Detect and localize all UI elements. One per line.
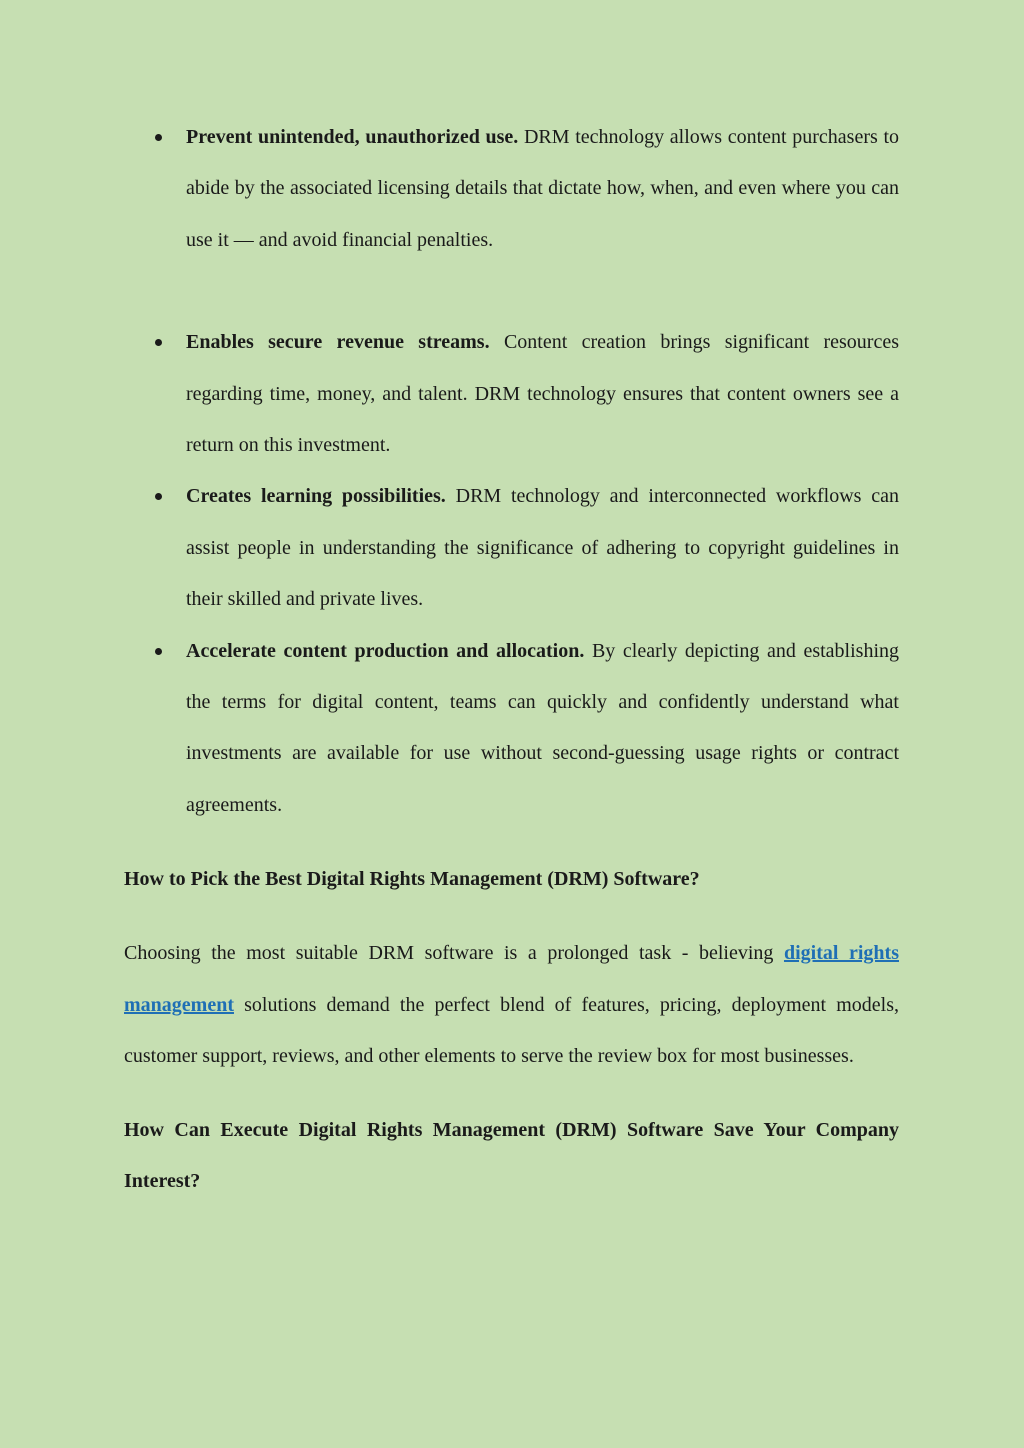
bullet-title: Accelerate content production and allocation. [186, 639, 585, 662]
list-item [124, 626, 899, 832]
section-heading-pick-drm: How to Pick the Best Digital Rights Management (DRM) Software? [124, 868, 700, 891]
bullet-icon [155, 134, 162, 141]
bullet-text: DRM technology and interconnected workflows can assist people in understanding the significance of adhering to copyright guidelines in their skilled and private lives. [186, 485, 900, 611]
bullet-title: Enables secure revenue streams. [186, 331, 490, 354]
bullet-icon [155, 648, 162, 655]
bullet-icon [155, 339, 162, 346]
bullet-title: Prevent unintended, unauthorized use. [186, 126, 519, 148]
list-item [124, 317, 899, 471]
bullet-icon [155, 493, 162, 500]
paragraph-text: solutions demand the perfect blend of features, pricing, deployment models, customer support, reviews, and other elements to serve the review box for most businesses. [124, 993, 899, 1068]
section-heading-save-interest: How Can Execute Digital Rights Management (DRM) Software Save Your Company Interest? [124, 1118, 899, 1192]
bullet-title: Creates learning possibilities. [186, 485, 446, 508]
bullet-text: Content creation brings significant resources regarding time, money, and talent. DRM technology ensures that content owners see a return on this investment. [186, 331, 900, 457]
digital-rights-management-link[interactable]: digital rights management [124, 942, 899, 1016]
list-item [124, 471, 899, 625]
benefits-list [124, 112, 899, 831]
bullet-text: DRM technology allows content purchasers to abide by the associated licensing details that dictate how, when, and even where you can use it — and avoid financial penalties. [186, 126, 900, 251]
paragraph-text: Choosing the most suitable DRM software is a prolonged task - believing [124, 942, 784, 965]
list-item [124, 112, 899, 266]
bullet-text: By clearly depicting and establishing the terms for digital content, teams can quickly and confidently understand what investments are available for use without second-guessing usage rights or contract agreements. [186, 639, 899, 816]
document-page [124, 112, 899, 1207]
paragraph-choosing-drm [124, 928, 899, 1082]
